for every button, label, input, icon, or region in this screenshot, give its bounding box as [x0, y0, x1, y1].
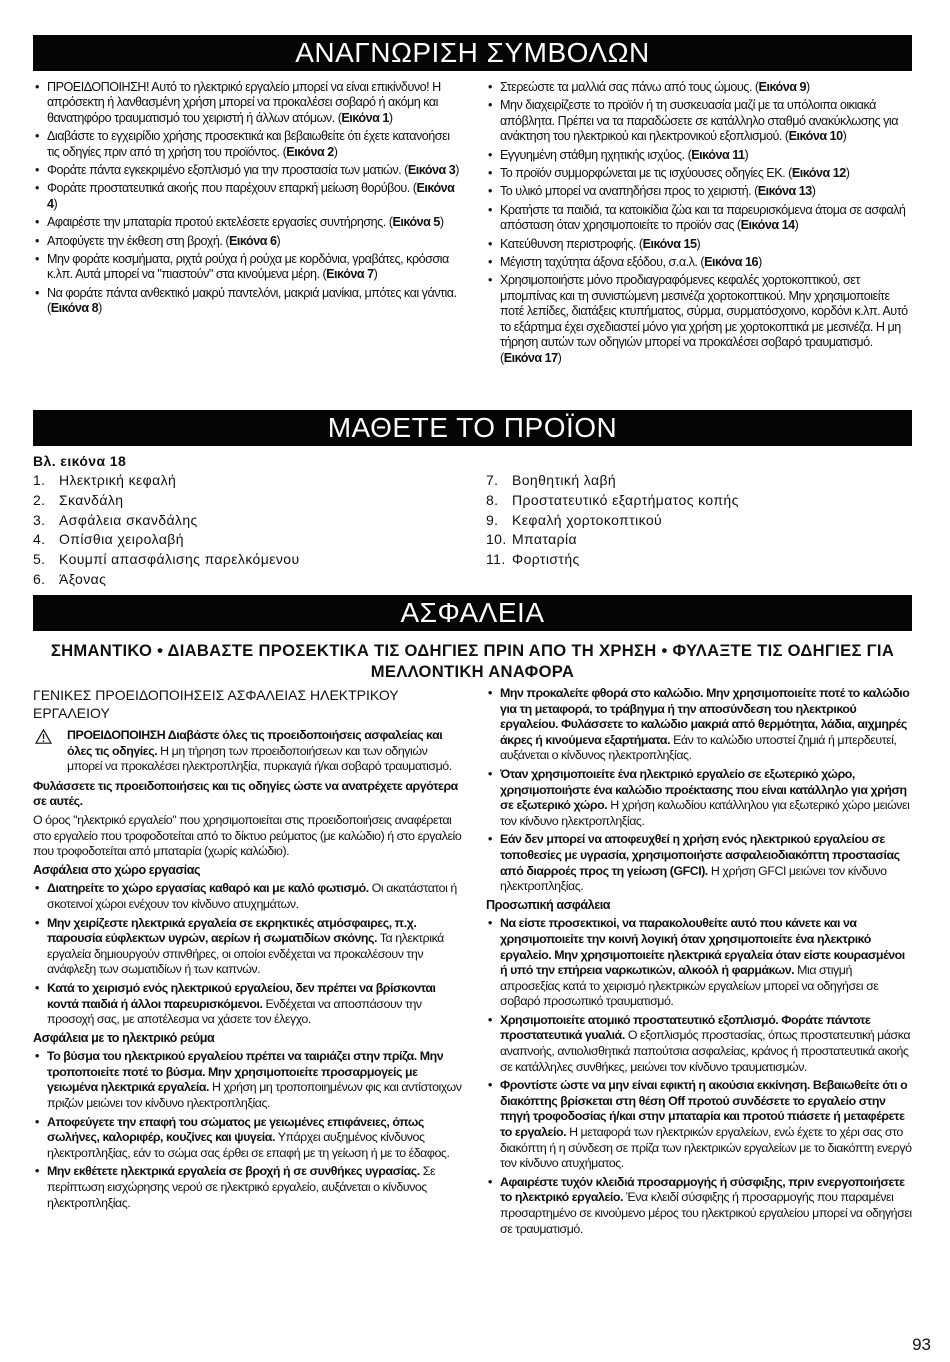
symbol-item	[33, 234, 463, 249]
symbol-text: ΠΡΟΕΙΔΟΠΟΙΗΣΗ! Αυτό το ηλεκτρικό εργαλείο μπορεί να είναι επικίνδυνο! Η απρόσεκτη ή λανθασμένη χρήση μπορεί να προκαλέσει σοβαρό ή ακόμη και θανατηφόρο τραυματισμό του χειριστή ή άλλων ατόμων. (	[47, 80, 441, 125]
important-notice: ΣΗΜΑΝΤΙΚΟ • ΔΙΑΒΑΣΤΕ ΠΡΟΣΕΚΤΙΚΑ ΤΙΣ ΟΔΗΓΙΕΣ ΠΡΙΝ ΑΠΟ ΤΗ ΧΡΗΣΗ • ΦΥΛΑΞΤΕ ΤΙΣ ΟΔΗΓΙΕΣ ΓΙΑ ΜΕΛΛΟΝΤΙΚΗ ΑΝΑΦΟΡΑ	[50, 641, 895, 681]
symbol-text-end: )	[744, 147, 749, 162]
symbol-item	[486, 203, 913, 234]
part-item	[33, 471, 463, 491]
symbol-text: Εγγυημένη στάθμη ηχητικής ισχύος. (	[500, 147, 692, 162]
figure-ref: Εικόνα 13	[757, 184, 812, 199]
symbol-text: Κρατήστε τα παιδιά, τα κατοικίδια ζώα και τα παρευρισκόμενα άτομα σε ασφαλή απόσταση όταν χρησιμοποιείτε το προϊόν σας (	[500, 202, 906, 233]
part-item	[33, 491, 463, 511]
figure-ref: Εικόνα 7	[326, 267, 374, 282]
safety-item	[33, 1049, 463, 1111]
part-item	[486, 471, 913, 491]
part-label: Σκανδάλη	[59, 491, 124, 508]
symbols-right-list	[486, 80, 913, 366]
safety-item-text: Η χρήση μη τροποποιημένων φις και αντίστοιχων πριζών μειώνει τον κίνδυνο ηλεκτροπληξίας.	[47, 1080, 462, 1111]
symbol-item	[33, 129, 463, 160]
part-label: Κεφαλή χορτοκοπτικού	[512, 511, 663, 528]
safety-item-bold: Αφαιρέστε τυχόν κλειδιά προσαρμογής ή σύσφιξης, πριν ενεργοποιήσετε το ηλεκτρικό εργαλείο.	[500, 1174, 905, 1205]
part-label: Ηλεκτρική κεφαλή	[59, 472, 177, 488]
symbol-text-end: )	[845, 166, 850, 181]
part-number: 7.	[486, 472, 499, 488]
safety-item-text: Οι ακατάστατοι ή σκοτεινοί χώροι ενέχουν τον κίνδυνο ατυχημάτων.	[47, 881, 457, 911]
warning-rest-text: Η μη τήρηση των προειδοποιήσεων και των οδηγιών μπορεί να προκαλέσει ηλεκτροπληξία, πυρκαγιά ή/και σοβαρό τραυματισμό.	[67, 743, 452, 774]
keep-instructions-note: Φυλάσσετε τις προειδοποιήσεις και τις οδηγίες ώστε να ανατρέχετε αργότερα σε αυτές.	[33, 778, 458, 809]
safety-item	[33, 916, 463, 978]
figure-ref: Εικόνα 2	[286, 144, 334, 159]
symbol-text-end: )	[806, 80, 810, 94]
warning-bold-text: ΠΡΟΕΙΔΟΠΟΙΗΣΗ Διαβάστε όλες τις προειδοποιήσεις ασφαλείας και όλες τις οδηγίες.	[67, 728, 443, 758]
symbol-text-end: )	[455, 163, 459, 178]
symbol-text: Μην φοράτε κοσμήματα, ριχτά ρούχα ή ρούχα με κορδόνια, γραβάτες, κρόσσια κ.λπ. Αυτά μπορεί να "πιαστούν" στα κινούμενα μέρη. (	[47, 252, 449, 282]
safety-item-text: Η χρήση καλωδίου κατάλληλου για εξωτερικό χώρο μειώνει τον κίνδυνο ηλεκτροπληξίας.	[500, 798, 910, 828]
symbols-left-column	[33, 80, 463, 320]
safety-item-bold: Χρησιμοποιείτε ατομικό προστατευτικό εξοπλισμό. Φοράτε πάντοτε προστατευτικά γυαλιά.	[500, 1012, 871, 1043]
general-warnings-title: ΓΕΝΙΚΕΣ ΠΡΟΕΙΔΟΠΟΙΗΣΕΙΣ ΑΣΦΑΛΕΙΑΣ ΗΛΕΚΤΡΙΚΟΥ ΕΡΓΑΛΕΙΟΥ	[33, 687, 399, 721]
safety-item-bold: Να είστε προσεκτικοί, να παρακολουθείτε αυτό που κάνετε και να χρησιμοποιείτε την κοινή λογική όταν χρησιμοποιείτε ένα ηλεκτρικό εργαλείο. Μην χρησιμοποιείτε ηλεκτρικά εργαλεία όταν είστε κουρασμένοι ή υπό την επήρεια ναρκωτικών, αλκοόλ ή φαρμάκων.	[500, 916, 905, 978]
symbol-item	[486, 80, 913, 95]
safety-item-bold: Όταν χρησιμοποιείτε ένα ηλεκτρικό εργαλείο σε εξωτερικό χώρο, χρησιμοποιήστε ένα καλώδιο προέκτασης που είναι κατάλληλο για χρήση σε εξωτερικό χώρο.	[500, 766, 907, 813]
product-section-title: ΜΑΘΕΤΕ ΤΟ ΠΡΟΪΟΝ	[33, 410, 912, 446]
safety-item-bold: Κατά το χειρισμό ενός ηλεκτρικού εργαλείου, δεν πρέπει να βρίσκονται κοντά παιδιά ή άλλοι παρευρισκόμενοι.	[47, 980, 436, 1011]
parts-list-right	[486, 471, 913, 570]
safety-item-bold: Το βύσμα του ηλεκτρικού εργαλείου πρέπει να ταιριάζει στην πρίζα. Μην τροποποιείτε ποτέ το βύσμα. Μην χρησιμοποιείτε προσαρμογείς με γειωμένα ηλεκτρικά εργαλεία.	[47, 1049, 444, 1095]
figure-ref: Εικόνα 5	[392, 215, 440, 230]
figure-ref: Εικόνα 4	[47, 181, 455, 211]
symbol-text: Αφαιρέστε την μπαταρία προτού εκτελέσετε εργασίες συντήρησης. (	[47, 215, 393, 230]
part-number: 3.	[33, 511, 46, 528]
figure-ref: Εικόνα 14	[740, 218, 795, 233]
safety-item	[486, 916, 913, 1010]
safety-item	[486, 1078, 913, 1172]
symbol-text: Κατεύθυνση περιστροφής. (	[500, 236, 643, 251]
symbol-item	[33, 286, 463, 317]
symbol-text-end: )	[557, 350, 562, 365]
safety-item	[486, 767, 913, 829]
safety-item-text: Υπάρχει αυξημένος κίνδυνος ηλεκτροπληξίας, εάν το σώμα σας έρθει σε επαφή με τη γείωση ή με το έδαφος.	[47, 1130, 450, 1160]
part-label: Οπίσθια χειρολαβή	[59, 531, 184, 548]
part-item	[486, 550, 913, 570]
safety-item-bold: Εάν δεν μπορεί να αποφευχθεί η χρήση ενός ηλεκτρικού εργαλείου σε τοποθεσίες με υγρασία, χρησιμοποιήστε ασφαλειοδιακόπτη προστασίας από διαρροές προς τη γείωση (GFCI).	[500, 832, 900, 878]
symbol-text-end: )	[98, 301, 102, 316]
part-label: Κουμπί απασφάλισης παρελκόμενου	[59, 551, 300, 568]
safety-item-text: Ο εξοπλισμός προστασίας, όπως προστατευτική μάσκα αναπνοής, αντιολισθητικά παπούτσια ασφαλείας, κράνος ή προστατευτικά ακοής σε κατάλληλες συνθήκες, μειώνει τον κίνδυνο τραυματισμών.	[500, 1028, 911, 1074]
term-definition-note: Ο όρος "ηλεκτρικό εργαλείο" που χρησιμοποιείται στις προειδοποιήσεις αναφέρεται στο εργαλείο που τροφοδοτείται από το δίκτυο ρεύματος (με καλώδιο) ή στο εργαλείο που τροφοδοτείται από μπαταρία (χωρίς καλώδιο).	[33, 812, 462, 859]
symbol-item	[33, 215, 463, 230]
symbol-item	[486, 184, 913, 199]
electrical-list-right	[486, 686, 913, 895]
safety-item	[486, 832, 913, 894]
symbol-text: Το προϊόν συμμορφώνεται με τις ισχύουσες οδηγίες ΕΚ. (	[500, 166, 792, 181]
part-number: 4.	[33, 531, 46, 548]
part-label: Ασφάλεια σκανδάλης	[59, 511, 198, 528]
symbol-text-end: )	[842, 129, 847, 144]
symbols-right-column	[486, 80, 913, 369]
part-number: 1.	[33, 472, 46, 488]
symbols-section-title: ΑΝΑΓΝΩΡΙΣΗ ΣΥΜΒΟΛΩΝ	[33, 35, 912, 71]
part-number: 11.	[486, 551, 506, 568]
figure-ref: Εικόνα 16	[704, 255, 759, 270]
safety-item	[486, 686, 913, 764]
symbol-text-end: )	[439, 215, 444, 230]
part-number: 8.	[486, 491, 499, 508]
symbol-text: Να φοράτε πάντα ανθεκτικό μακρύ παντελόνι, μακριά μανίκια, μπότες και γάντια. (	[47, 285, 457, 316]
electrical-list-left	[33, 1049, 463, 1211]
part-item	[486, 511, 913, 531]
safety-right-column	[486, 686, 913, 1240]
safety-item	[33, 981, 463, 1028]
symbol-text-end: )	[333, 144, 338, 159]
safety-item-text: Τα ηλεκτρικά εργαλεία δημιουργούν σπινθήρες, οι οποίοι ενδέχεται να προκαλέσουν την ανάφλεξη των σωματιδίων ή των καπνών.	[47, 931, 444, 977]
symbol-item	[486, 148, 913, 163]
symbol-text: Διαβάστε το εγχειρίδιο χρήσης προσεκτικά και βεβαιωθείτε ότι έχετε κατανοήσει τις οδηγίες πριν από τη χρήση του προϊόντος. (	[47, 129, 450, 159]
part-item	[33, 550, 463, 570]
safety-item-text: Μια στιγμή απροσεξίας κατά το χειρισμό ηλεκτρικών εργαλείων μπορεί να οδηγήσει σε σοβαρό προσωπικό τραυματισμό.	[500, 963, 879, 1009]
symbol-text-end: )	[758, 255, 762, 270]
symbol-item	[486, 98, 913, 144]
symbol-item	[486, 255, 913, 270]
safety-left-column	[33, 686, 463, 1214]
symbol-text: Φοράτε προστατευτικά ακοής που παρέχουν επαρκή μείωση θορύβου. (	[47, 181, 417, 196]
safety-item-bold: Μην εκθέτετε ηλεκτρικά εργαλεία σε βροχή ή σε συνθήκες υγρασίας.	[47, 1164, 420, 1179]
figure-ref: Εικόνα 15	[642, 236, 697, 251]
symbol-text-end: )	[373, 267, 378, 282]
figure-ref: Εικόνα 11	[691, 147, 745, 162]
symbol-text-end: )	[388, 110, 393, 125]
safety-item-text: Η χρήση GFCI μειώνει τον κίνδυνο ηλεκτροπληξίας.	[500, 863, 887, 894]
figure-reference: Βλ. εικόνα 18	[33, 453, 127, 469]
symbol-item	[33, 80, 463, 126]
symbol-text: Στερεώστε τα μαλλιά σας πάνω από τους ώμους. (	[500, 80, 759, 94]
safety-item	[33, 881, 463, 912]
part-item	[486, 491, 913, 511]
figure-ref: Εικόνα 6	[229, 233, 277, 248]
symbol-text: Αποφύγετε την έκθεση στη βροχή. (	[47, 233, 230, 248]
figure-ref: Εικόνα 3	[407, 163, 456, 178]
symbol-text: Χρησιμοποιήστε μόνο προδιαγραφόμενες κεφαλές χορτοκοπτικού, σετ μπομπίνας και τη συνιστώμενη μεσινέζα χορτοκοπτικού. Μην χρησιμοποιείτε ποτέ λεπίδες, διατάξεις κτυπήματος, σύρμα, συρματόσχοινο, κορδόνι κ.λπ. Αυτό το εξάρτημα έχει σχεδιαστεί μόνο για χρήση με χορτοκοπτικά με μεσινέζα. Η μη τήρηση αυτών των οδηγιών μπορεί να προκαλέσει σοβαρό τραυματισμό. (	[500, 273, 908, 365]
part-label: Βοηθητική λαβή	[512, 472, 617, 488]
symbol-item	[486, 166, 913, 181]
symbol-text: Μέγιστη ταχύτητα άξονα εξόδου, σ.α.λ. (	[500, 255, 705, 270]
personal-safety-title: Προσωπική ασφάλεια	[486, 897, 611, 912]
figure-ref: Εικόνα 10	[788, 129, 843, 144]
figure-ref: Εικόνα 1	[341, 110, 389, 125]
parts-list-left	[33, 471, 463, 590]
work-area-list	[33, 881, 463, 1027]
symbol-text-end: )	[811, 184, 816, 199]
symbol-text-end: )	[794, 218, 799, 233]
electrical-safety-title: Ασφάλεια με το ηλεκτρικό ρεύμα	[33, 1030, 215, 1045]
symbol-text-end: )	[53, 196, 58, 211]
symbol-text-end: )	[696, 236, 701, 251]
warning-triangle-icon	[35, 729, 52, 744]
safety-item-bold: Διατηρείτε το χώρο εργασίας καθαρό και με καλό φωτισμό.	[47, 881, 369, 896]
safety-item	[33, 1115, 463, 1162]
figure-ref: Εικόνα 9	[758, 80, 806, 94]
figure-ref: Εικόνα 17	[503, 350, 558, 365]
figure-ref: Εικόνα 8	[50, 301, 99, 316]
symbol-item	[486, 273, 913, 365]
symbol-item	[33, 181, 463, 212]
part-item	[33, 511, 463, 531]
part-item	[33, 530, 463, 550]
safety-item-text: Ενδέχεται να αποσπάσουν την προσοχή σας, με αποτέλεσμα να χάσετε τον έλεγχο.	[47, 996, 422, 1027]
symbol-text: Μην διαχειρίζεστε το προϊόν ή τη συσκευασία μαζί με τα υπόλοιπα οικιακά απόβλητα. Πρέπει να τα παραδώσετε σε κατάλληλο σταθμό ανακύκλωσης για ανάκτηση του ηλεκτρικού και ηλεκτρονικού εξοπλισμού. (	[500, 98, 898, 144]
symbol-text: Φοράτε πάντα εγκεκριμένο εξοπλισμό για την προστασία των ματιών. (	[47, 163, 408, 178]
symbol-text: Το υλικό μπορεί να αναπηδήσει προς το χειριστή. (	[500, 184, 758, 199]
safety-item-text: Η μεταφορά των ηλεκτρικών εργαλείων, ενώ έχετε το χέρι σας στο διακόπτη ή η σύνδεση σε πρίζα των ηλεκτρικών εργαλείων με το διακόπτη ενεργό τον κίνδυνο ατυχήματος.	[500, 1125, 912, 1171]
symbol-item	[33, 163, 463, 178]
safety-item-text: Σε περίπτωση εισχώρησης νερού σε ηλεκτρικό εργαλείο, αυξάνεται ο κίνδυνος ηλεκτροπληξίας.	[47, 1164, 436, 1210]
symbol-text-end: )	[276, 233, 281, 248]
symbol-item	[33, 252, 463, 283]
symbols-left-list	[33, 80, 463, 317]
part-label: Μπαταρία	[512, 531, 578, 548]
safety-item-bold: Μην προκαλείτε φθορά στο καλώδιο. Μην χρησιμοποιείτε ποτέ το καλώδιο για τη μεταφορά, το τράβηγμα ή την αποσύνδεση του ηλεκτρικού εργαλείου. Φυλάσσετε το καλώδιο μακριά από θερμότητα, λάδια, αιχμηρές άκρες ή κινούμενα εξαρτήματα.	[500, 686, 910, 747]
safety-item-bold: Αποφεύγετε την επαφή του σώματος με γειωμένες επιφάνειες, όπως σωλήνες, καλοριφέρ, κουζίνες και ψυγεία.	[47, 1114, 424, 1145]
part-number: 2.	[33, 491, 46, 508]
page-number: 93	[912, 1335, 931, 1354]
safety-item	[33, 1164, 463, 1211]
part-number: 5.	[33, 551, 46, 568]
part-label: Φορτιστής	[512, 551, 580, 568]
safety-item-text: Ένα κλειδί σύσφιξης ή προσαρμογής που παραμένει προσαρτημένο σε κινούμενο μέρος του ηλεκτρικού εργαλείου μπορεί να οδηγήσει σε τραυματισμό.	[500, 1190, 912, 1236]
safety-section-title: ΑΣΦΑΛΕΙΑ	[33, 595, 912, 631]
part-number: 10.	[486, 531, 507, 548]
safety-item	[486, 1013, 913, 1075]
part-label: Άξονας	[59, 570, 107, 587]
warning-block	[33, 728, 463, 775]
part-item	[33, 570, 463, 590]
part-item	[486, 530, 913, 550]
symbol-item	[486, 237, 913, 252]
part-number: 6.	[33, 570, 46, 587]
safety-item-bold: Μην χειρίζεστε ηλεκτρικά εργαλεία σε εκρηκτικές ατμόσφαιρες, π.χ. παρουσία εύφλεκτων υγρών, αερίων ή σωματιδίων σκόνης.	[47, 915, 417, 946]
safety-item	[486, 1175, 913, 1237]
figure-ref: Εικόνα 12	[791, 166, 846, 181]
part-label: Προστατευτικό εξαρτήματος κοπής	[512, 491, 739, 508]
safety-item-text: Εάν το καλώδιο υποστεί ζημιά ή μπερδευτεί, αυξάνεται ο κίνδυνος ηλεκτροπληξίας.	[500, 732, 897, 763]
part-number: 9.	[486, 511, 499, 528]
safety-item-bold: Φροντίστε ώστε να μην είναι εφικτή η ακούσια εκκίνηση. Βεβαιωθείτε ότι ο διακόπτης βρίσκεται στη θέση Off προτού συνδέσετε το εργαλείο στην πηγή τροφοδοσίας ή/και στην μπαταρία και προτού πιάσετε ή μεταφέρετε το εργαλείο.	[500, 1078, 908, 1140]
work-area-safety-title: Ασφάλεια στο χώρο εργασίας	[33, 862, 201, 877]
personal-safety-list	[486, 916, 913, 1237]
